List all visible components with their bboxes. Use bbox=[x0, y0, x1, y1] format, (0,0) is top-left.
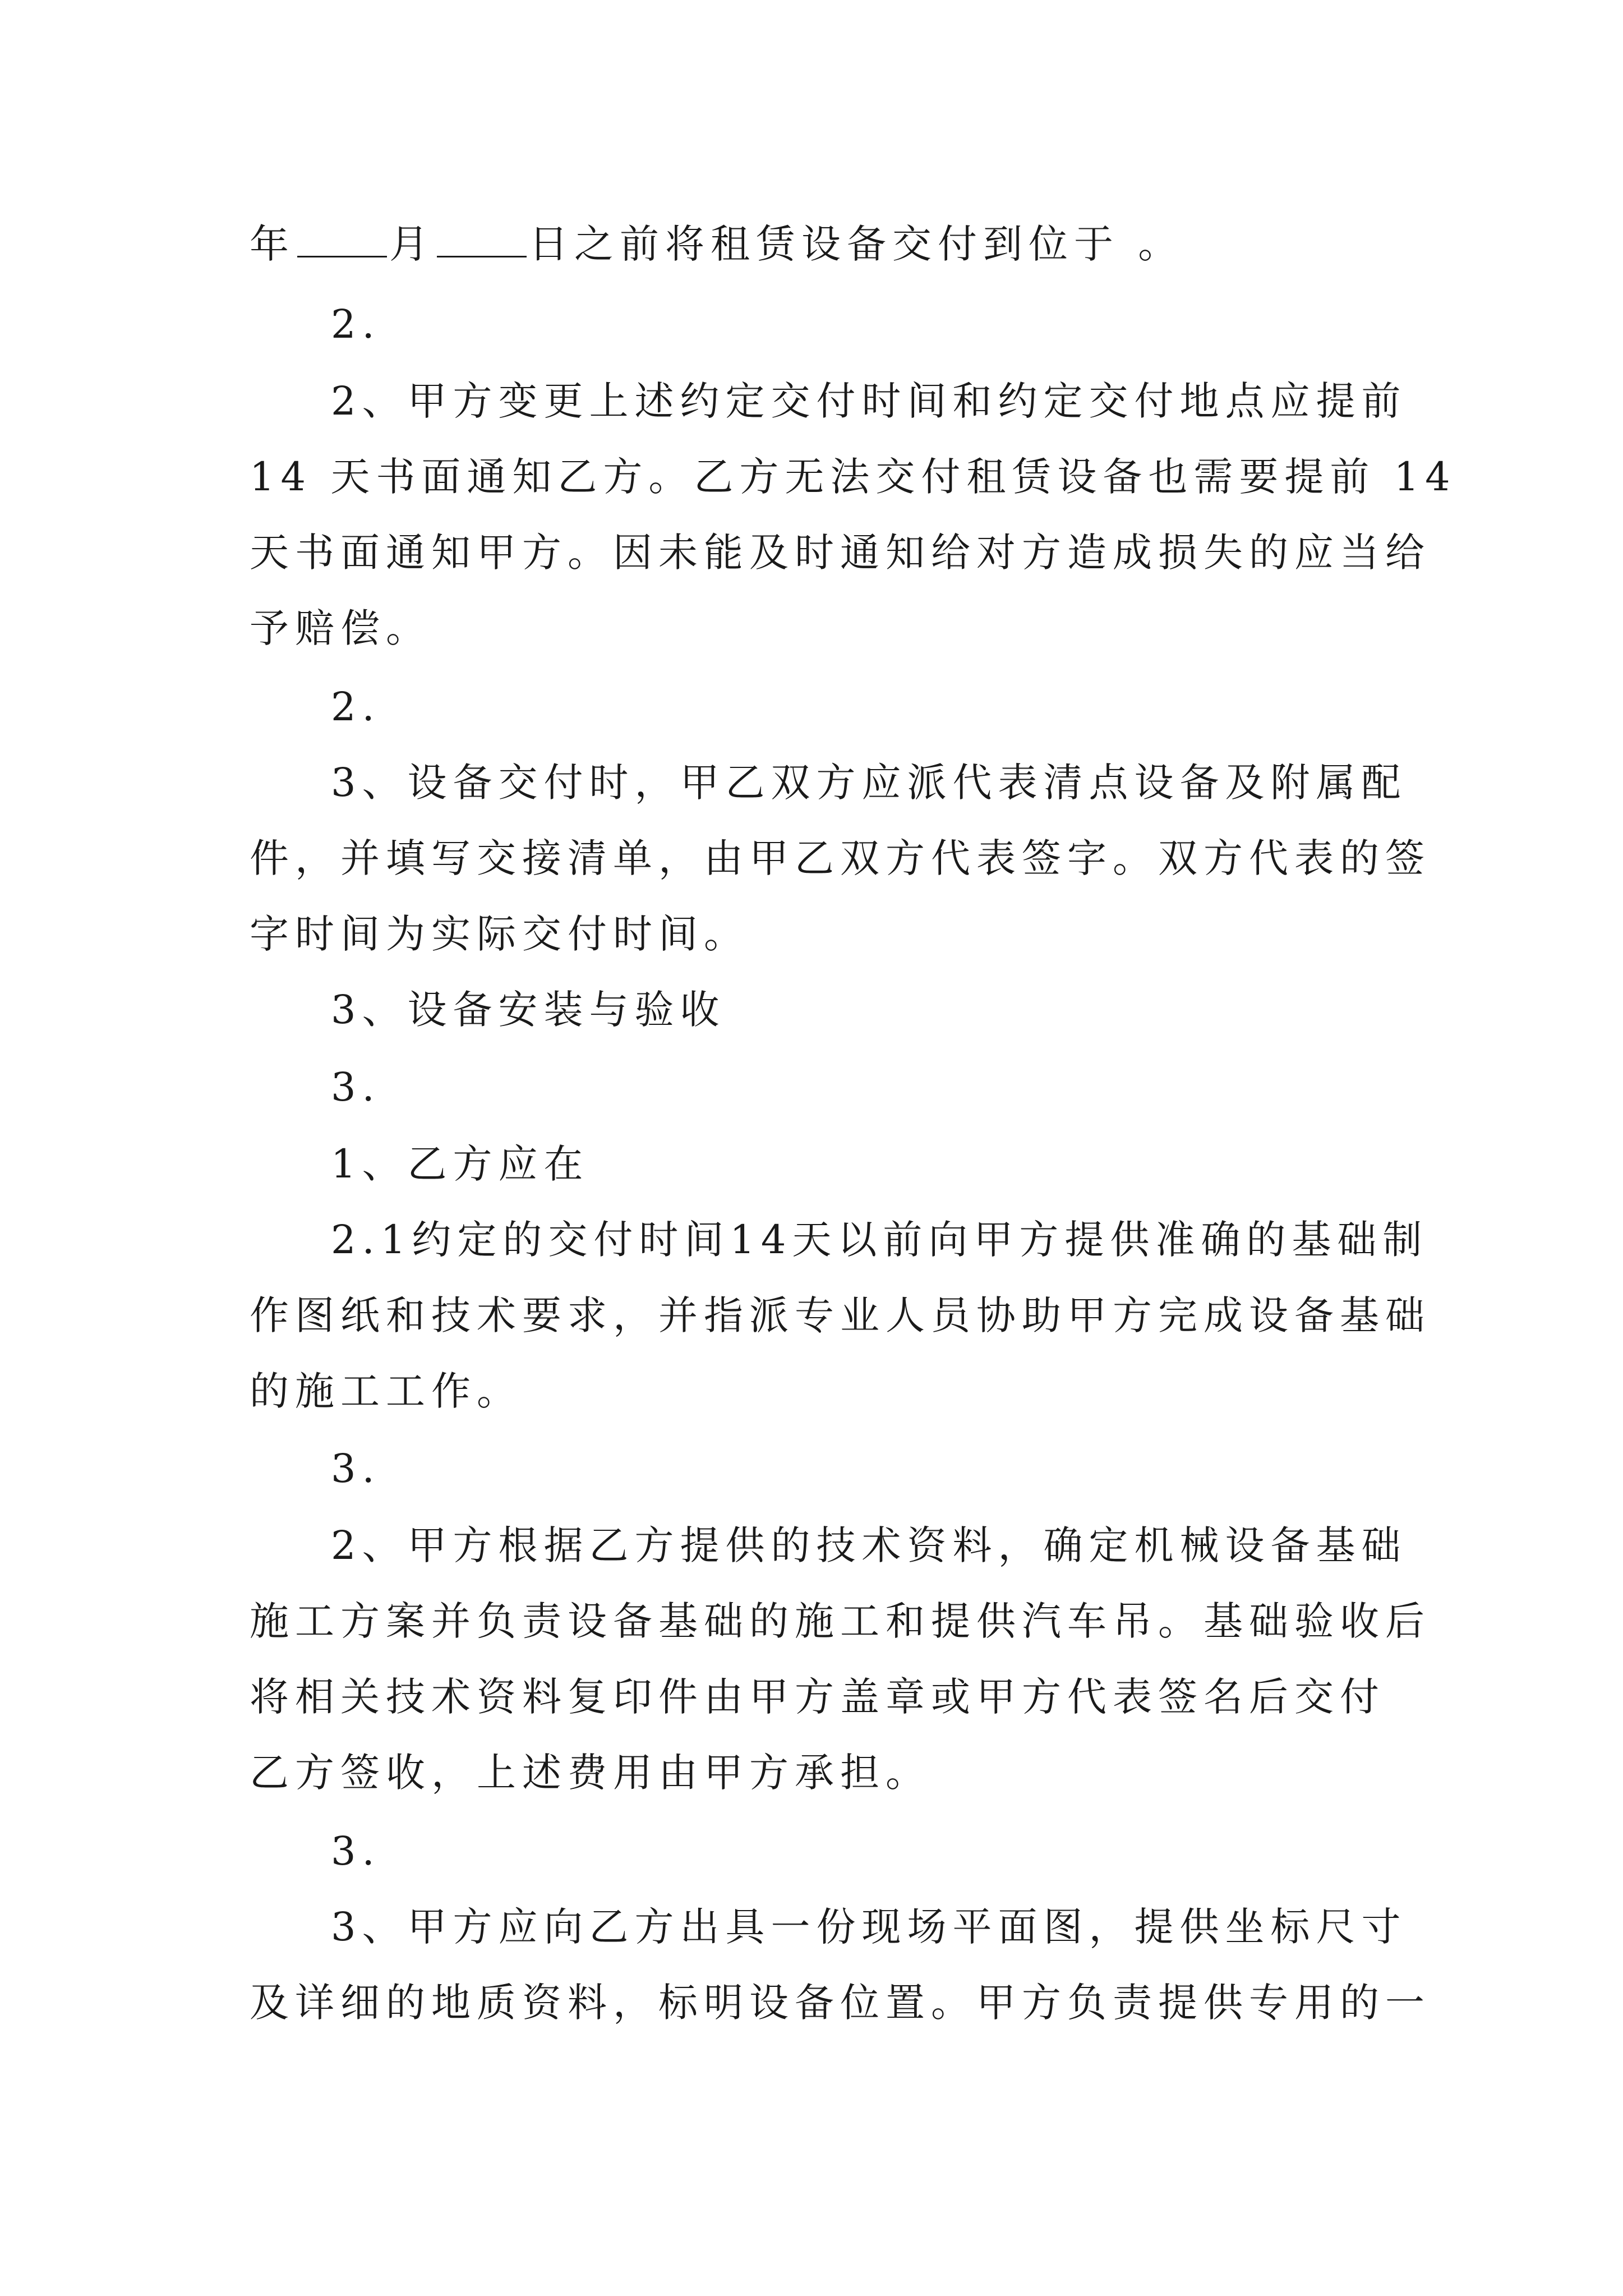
paragraph-line: 2.1约定的交付时间14天以前向甲方提供准确的基础制 bbox=[331, 1217, 1428, 1263]
blank-month-field bbox=[297, 222, 387, 257]
text-line-date bbox=[250, 216, 1394, 272]
section-heading: 3、设备安装与验收 bbox=[331, 987, 726, 1033]
paragraph-line: 字时间为实际交付时间。 bbox=[250, 911, 749, 957]
paragraph-line: 2、甲方根据乙方提供的技术资料，确定机械设备基础 bbox=[331, 1522, 1407, 1568]
blank-day-field bbox=[437, 222, 527, 257]
text-fragment-rest: 日之前将租赁设备交付到位于 。 bbox=[529, 221, 1184, 267]
paragraph-line: 的施工工作。 bbox=[250, 1368, 522, 1414]
section-number: 2. bbox=[331, 301, 381, 347]
paragraph-line: 作图纸和技术要求，并指派专业人员协助甲方完成设备基础 bbox=[250, 1292, 1431, 1338]
text-fragment-month: 月 bbox=[389, 221, 435, 267]
text-fragment-year: 年 bbox=[250, 221, 295, 267]
paragraph-line: 14 天书面通知乙方。乙方无法交付租赁设备也需要提前 14 bbox=[250, 454, 1456, 500]
paragraph-line: 3、设备交付时，甲乙双方应派代表清点设备及附属配 bbox=[331, 760, 1407, 806]
paragraph-line: 将相关技术资料复印件由甲方盖章或甲方代表签名后交付 bbox=[250, 1674, 1385, 1720]
section-number: 2. bbox=[331, 684, 381, 730]
paragraph-line: 天书面通知甲方。因未能及时通知给对方造成损失的应当给 bbox=[250, 530, 1431, 576]
section-number: 3. bbox=[331, 1446, 381, 1492]
paragraph-line: 3、甲方应向乙方出具一份现场平面图，提供坐标尺寸 bbox=[331, 1904, 1407, 1950]
paragraph-line: 施工方案并负责设备基础的施工和提供汽车吊。基础验收后 bbox=[250, 1598, 1431, 1644]
section-number: 3. bbox=[331, 1064, 381, 1110]
paragraph-line: 件，并填写交接清单，由甲乙双方代表签字。双方代表的签 bbox=[250, 835, 1431, 881]
paragraph-line: 乙方签收，上述费用由甲方承担。 bbox=[250, 1750, 931, 1796]
paragraph-line: 1、乙方应在 bbox=[331, 1141, 589, 1187]
section-number: 3. bbox=[331, 1828, 381, 1874]
paragraph-line: 2、甲方变更上述约定交付时间和约定交付地点应提前 bbox=[331, 378, 1407, 424]
paragraph-line: 及详细的地质资料，标明设备位置。甲方负责提供专用的一 bbox=[250, 1980, 1431, 2026]
paragraph-line: 予赔偿。 bbox=[250, 605, 431, 651]
